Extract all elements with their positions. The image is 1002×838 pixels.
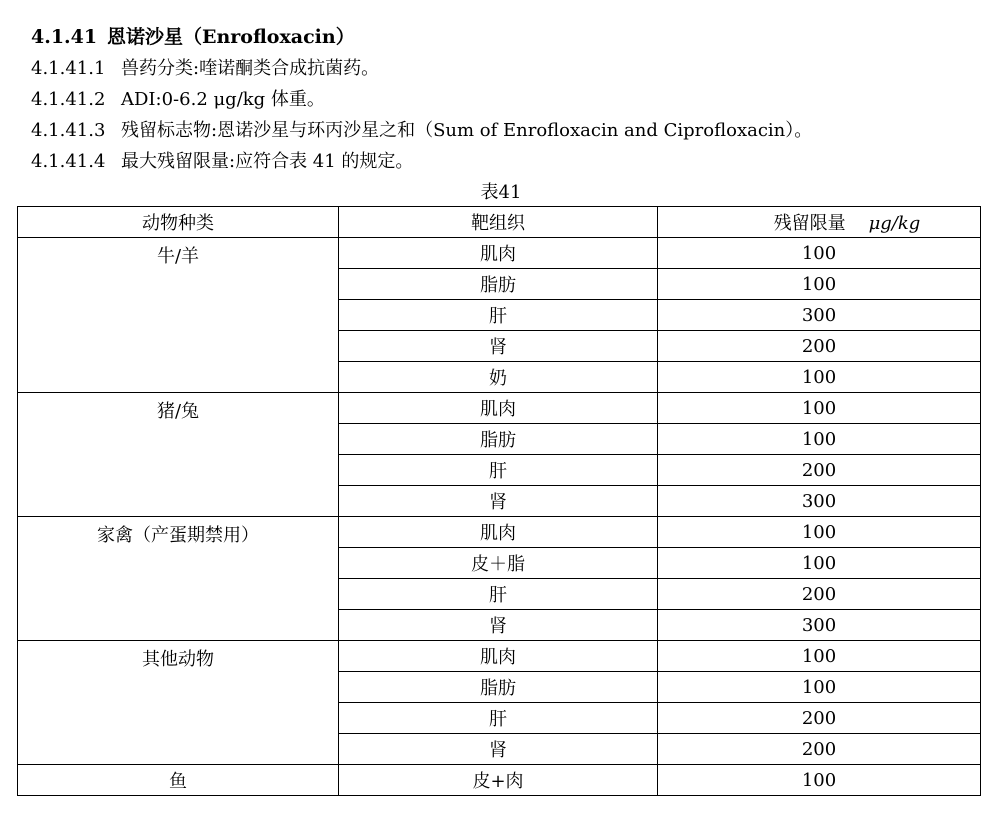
table-header-row [18, 207, 981, 238]
header-limit-label: 残留限量 [773, 213, 846, 234]
clause-text: 最大残留限量:应符合表 41 的规定。 [121, 151, 414, 172]
tissue-cell: 肌肉 [339, 393, 658, 424]
clause-number: 4.1.41.2 [31, 89, 106, 110]
clause-item [31, 116, 812, 142]
header-limit-unit: μg/kg [868, 213, 921, 234]
limit-cell: 100 [658, 548, 981, 579]
tissue-cell: 肌肉 [339, 517, 658, 548]
clause-number: 4.1.41.4 [31, 151, 106, 172]
limit-cell: 100 [658, 641, 981, 672]
clause-text: 兽药分类:喹诺酮类合成抗菌药。 [121, 58, 380, 79]
tissue-cell: 脂肪 [339, 269, 658, 300]
limit-cell: 200 [658, 703, 981, 734]
residue-limit-table [17, 206, 981, 796]
table-row [18, 517, 981, 548]
header-tissue: 靶组织 [339, 207, 658, 238]
tissue-cell: 肝 [339, 300, 658, 331]
limit-cell: 100 [658, 765, 981, 796]
limit-cell: 100 [658, 672, 981, 703]
limit-cell: 100 [658, 238, 981, 269]
table-row [18, 393, 981, 424]
section-number: 4.1.41 [31, 26, 98, 48]
limit-cell: 100 [658, 269, 981, 300]
clause-text: ADI:0-6.2 μg/kg 体重。 [121, 89, 325, 110]
tissue-cell: 肌肉 [339, 238, 658, 269]
limit-cell: 200 [658, 734, 981, 765]
limit-cell: 200 [658, 455, 981, 486]
clause-number: 4.1.41.1 [31, 58, 106, 79]
header-limit [658, 207, 981, 238]
tissue-cell: 肾 [339, 610, 658, 641]
species-cell: 家禽（产蛋期禁用） [18, 517, 339, 641]
tissue-cell: 肝 [339, 455, 658, 486]
tissue-cell: 肝 [339, 579, 658, 610]
clause-item [31, 85, 325, 111]
tissue-cell: 肌肉 [339, 641, 658, 672]
species-cell: 猪/兔 [18, 393, 339, 517]
section-title: 恩诺沙星（Enrofloxacin） [107, 26, 355, 48]
species-cell: 其他动物 [18, 641, 339, 765]
clause-item [31, 54, 379, 80]
tissue-cell: 肾 [339, 734, 658, 765]
table-row [18, 238, 981, 269]
tissue-cell: 脂肪 [339, 424, 658, 455]
tissue-cell: 奶 [339, 362, 658, 393]
clause-item [31, 147, 413, 173]
section-heading [31, 22, 355, 49]
limit-cell: 300 [658, 610, 981, 641]
limit-cell: 200 [658, 331, 981, 362]
tissue-cell: 肝 [339, 703, 658, 734]
limit-cell: 300 [658, 300, 981, 331]
tissue-cell: 肾 [339, 486, 658, 517]
tissue-cell: 脂肪 [339, 672, 658, 703]
clause-number: 4.1.41.3 [31, 120, 106, 141]
tissue-cell: 皮＋脂 [339, 548, 658, 579]
tissue-cell: 肾 [339, 331, 658, 362]
clause-text: 残留标志物:恩诺沙星与环丙沙星之和（Sum of Enrofloxacin and Ciprofloxacin）。 [121, 120, 813, 141]
table-row [18, 641, 981, 672]
limit-cell: 100 [658, 362, 981, 393]
species-cell: 鱼 [18, 765, 339, 796]
limit-cell: 100 [658, 517, 981, 548]
limit-cell: 100 [658, 393, 981, 424]
table-row [18, 765, 981, 796]
limit-cell: 100 [658, 424, 981, 455]
tissue-cell: 皮+肉 [339, 765, 658, 796]
species-cell: 牛/羊 [18, 238, 339, 393]
table-caption: 表41 [480, 182, 522, 203]
limit-cell: 300 [658, 486, 981, 517]
limit-cell: 200 [658, 579, 981, 610]
header-species: 动物种类 [18, 207, 339, 238]
